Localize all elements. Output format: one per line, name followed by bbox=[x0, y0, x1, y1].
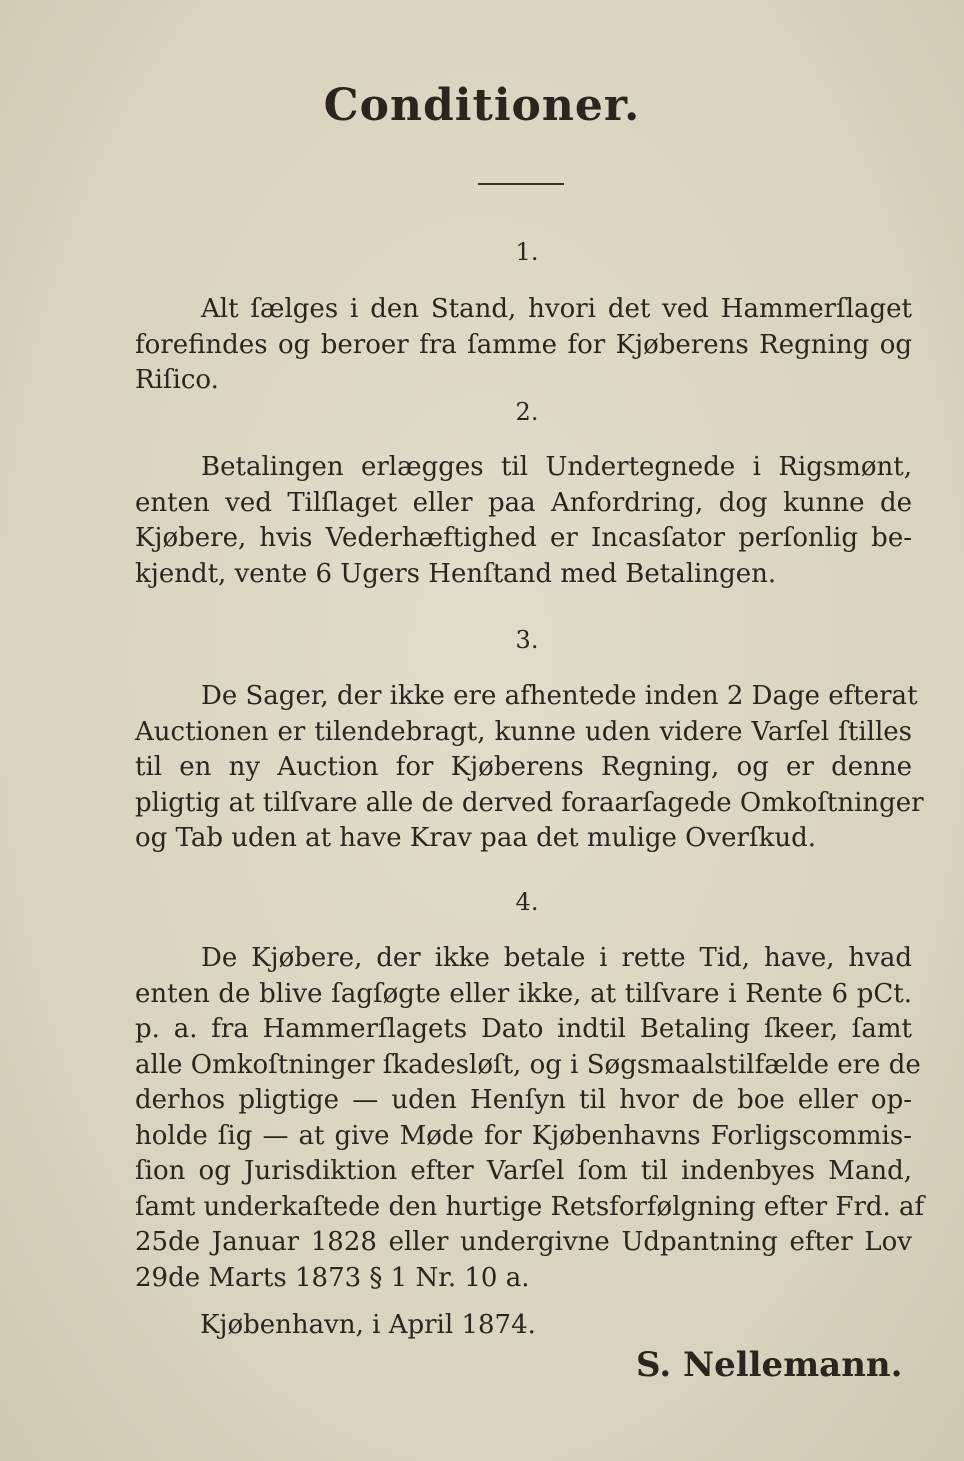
text-line: pligtig at tilſvare alle de derved foraarſagede Omkoſtninger bbox=[135, 787, 924, 818]
text-line: alle Omkoſtninger ſkadesløſt, og i Søgsmaalstilfælde ere de bbox=[135, 1049, 921, 1080]
title-divider bbox=[478, 183, 564, 185]
signature: S. Nellemann. bbox=[636, 1345, 903, 1385]
section-number: 2. bbox=[515, 398, 539, 426]
text-line: Alt ſælges i den Stand, hvori det ved Hammerſlaget bbox=[201, 294, 912, 324]
text-line: derhos pligtige — uden Henſyn til hvor de boe eller op- bbox=[135, 1085, 912, 1115]
text-line: holde ſig — at give Møde for Kjøbenhavns Forligscommis- bbox=[135, 1120, 912, 1151]
section-number: 3. bbox=[515, 626, 539, 654]
text-line: Kjøbere, hvis Vederhæftighed er Incasſator perſonlig be- bbox=[135, 523, 912, 553]
text-line: ſamt underkaſtede den hurtige Retsforfølgning efter Frd. af bbox=[135, 1191, 925, 1222]
text-line: Betalingen erlægges til Undertegnede i Rigsmønt, bbox=[201, 452, 912, 482]
text-line: ſion og Jurisdiktion efter Varſel ſom til indenbyes Mand, bbox=[135, 1156, 912, 1186]
text-line: og Tab uden at have Krav paa det mulige Overſkud. bbox=[135, 823, 817, 853]
text-line: De Sager, der ikke ere afhentede inden 2 Dage efterat bbox=[201, 681, 918, 711]
section-number: 1. bbox=[515, 238, 539, 266]
section-number: 4. bbox=[515, 888, 539, 916]
text-line: Riſico. bbox=[135, 365, 219, 395]
text-line: enten ved Tilſlaget eller paa Anfordring, dog kunne de bbox=[135, 487, 912, 518]
text-line: forefindes og beroer fra ſamme for Kjøberens Regning og bbox=[135, 329, 912, 360]
text-line: kjendt, vente 6 Ugers Henſtand med Betalingen. bbox=[135, 558, 777, 589]
section-4-paragraph bbox=[135, 941, 925, 1296]
text-line: Auctionen er tilendebragt, kunne uden videre Varſel ſtilles bbox=[135, 716, 912, 747]
text-line: 29de Marts 1873 § 1 Nr. 10 a. bbox=[135, 1262, 530, 1293]
text-line: til en ny Auction for Kjøberens Regning, og er denne bbox=[135, 752, 912, 782]
text-line: p. a. fra Hammerſlagets Dato indtil Betaling ſkeer, ſamt bbox=[135, 1014, 912, 1044]
text-line: enten de blive ſagſøgte eller ikke, at tilſvare i Rente 6 pCt. bbox=[135, 978, 912, 1009]
date-line: Kjøbenhavn, i April 1874. bbox=[200, 1310, 536, 1340]
text-line: 25de Januar 1828 eller undergivne Udpantning efter Lov bbox=[135, 1227, 912, 1257]
section-2-paragraph bbox=[135, 450, 912, 592]
document-title: Conditioner. bbox=[323, 80, 641, 131]
section-1-paragraph bbox=[135, 292, 912, 399]
text-line: De Kjøbere, der ikke betale i rette Tid, have, hvad bbox=[201, 943, 912, 973]
section-3-paragraph bbox=[135, 679, 924, 857]
